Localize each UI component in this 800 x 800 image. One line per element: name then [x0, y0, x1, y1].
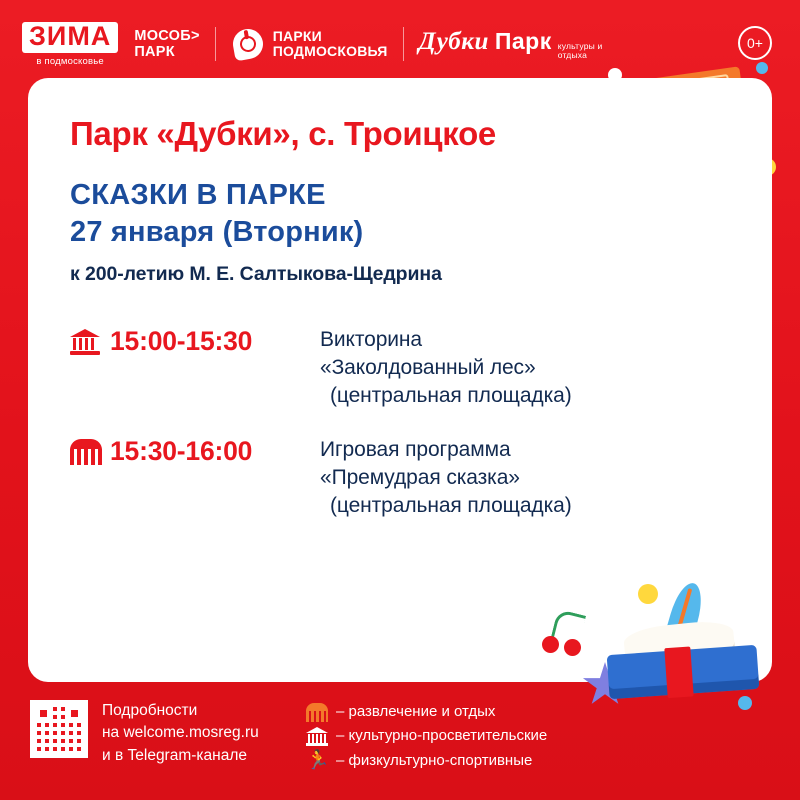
schedule-desc-line1: Игровая программа	[320, 438, 511, 462]
schedule-desc-line3: (центральная площадка)	[330, 384, 572, 408]
qr-code-icon[interactable]	[30, 700, 88, 758]
legend-item-culture	[306, 724, 547, 748]
legend-label: – культурно-просветительские	[336, 727, 548, 745]
logo-dubki-name: Дубки	[418, 27, 489, 55]
poster-footer	[30, 694, 776, 786]
footer-details	[102, 700, 292, 767]
logo-zima-word: ЗИМА	[22, 22, 118, 53]
event-series-subtitle: СКАЗКИ В ПАРКЕ	[70, 179, 326, 212]
schedule-item-description	[320, 436, 572, 520]
logo-dubki-park-word: Парк	[494, 27, 552, 54]
logo-dubki-subtitle: культуры и отдыха	[557, 40, 603, 60]
logo-zima	[22, 22, 118, 67]
legend-item-sport	[306, 749, 547, 773]
footer-details-line1: Подробности	[102, 702, 198, 719]
schedule-item-description	[320, 326, 572, 410]
header-divider-2	[403, 27, 404, 61]
schedule-desc-line2: «Премудрая сказка»	[320, 466, 520, 489]
schedule-item-time: 15:30-16:00	[110, 436, 253, 467]
entertainment-tent-icon	[70, 436, 110, 465]
sport-runner-icon: 🏃	[306, 750, 330, 772]
logo-parks-line1: ПАРКИ	[272, 27, 322, 44]
category-legend	[306, 700, 547, 773]
park-drop-icon	[231, 26, 265, 62]
legend-label: – физкультурно-спортивные	[336, 751, 533, 769]
logo-parks-text	[273, 29, 388, 60]
schedule-list	[70, 326, 732, 520]
logo-parks-podmoskovya	[231, 26, 388, 62]
entertainment-tent-icon	[306, 703, 328, 722]
logo-mosoblpark-line1: МОСОБ>	[134, 27, 200, 44]
event-date: 27 января (Вторник)	[70, 215, 364, 248]
legend-label: – развлечение и отдых	[336, 703, 496, 720]
legend-item-entertainment	[306, 700, 547, 724]
logo-zima-subtitle: в подмосковье	[36, 55, 104, 67]
schedule-desc-line2: «Заколдованный лес»	[320, 356, 536, 380]
schedule-desc-line3: (центральная площадка)	[330, 493, 572, 517]
schedule-item	[70, 326, 732, 410]
schedule-item-time: 15:00-15:30	[110, 326, 253, 357]
decor-dot-yellow-2	[638, 584, 658, 604]
age-rating-badge: 0+	[738, 26, 772, 60]
culture-icon	[70, 326, 110, 355]
logo-mosoblpark-line2: ПАРК	[134, 44, 175, 60]
decor-book-closed	[607, 645, 760, 699]
page-title: Парк «Дубки», с. Троицкое	[70, 115, 496, 152]
logo-mosoblpark	[134, 28, 199, 60]
schedule-desc-line1: Викторина	[320, 328, 423, 352]
schedule-item	[70, 436, 732, 520]
header-divider-1	[215, 27, 216, 61]
decor-dot-blue	[756, 62, 768, 74]
logo-dubki-park	[419, 28, 614, 61]
culture-icon	[306, 727, 328, 746]
decor-cherries	[542, 610, 600, 656]
footer-details-line3: и в Telegram-канале	[102, 746, 248, 764]
event-dedication: к 200-летию М. Е. Салтыкова-Щедрина	[70, 263, 442, 286]
logo-parks-line2: ПОДМОСКОВЬЯ	[272, 43, 388, 59]
footer-details-line2: на welcome.mosreg.ru	[102, 724, 259, 742]
